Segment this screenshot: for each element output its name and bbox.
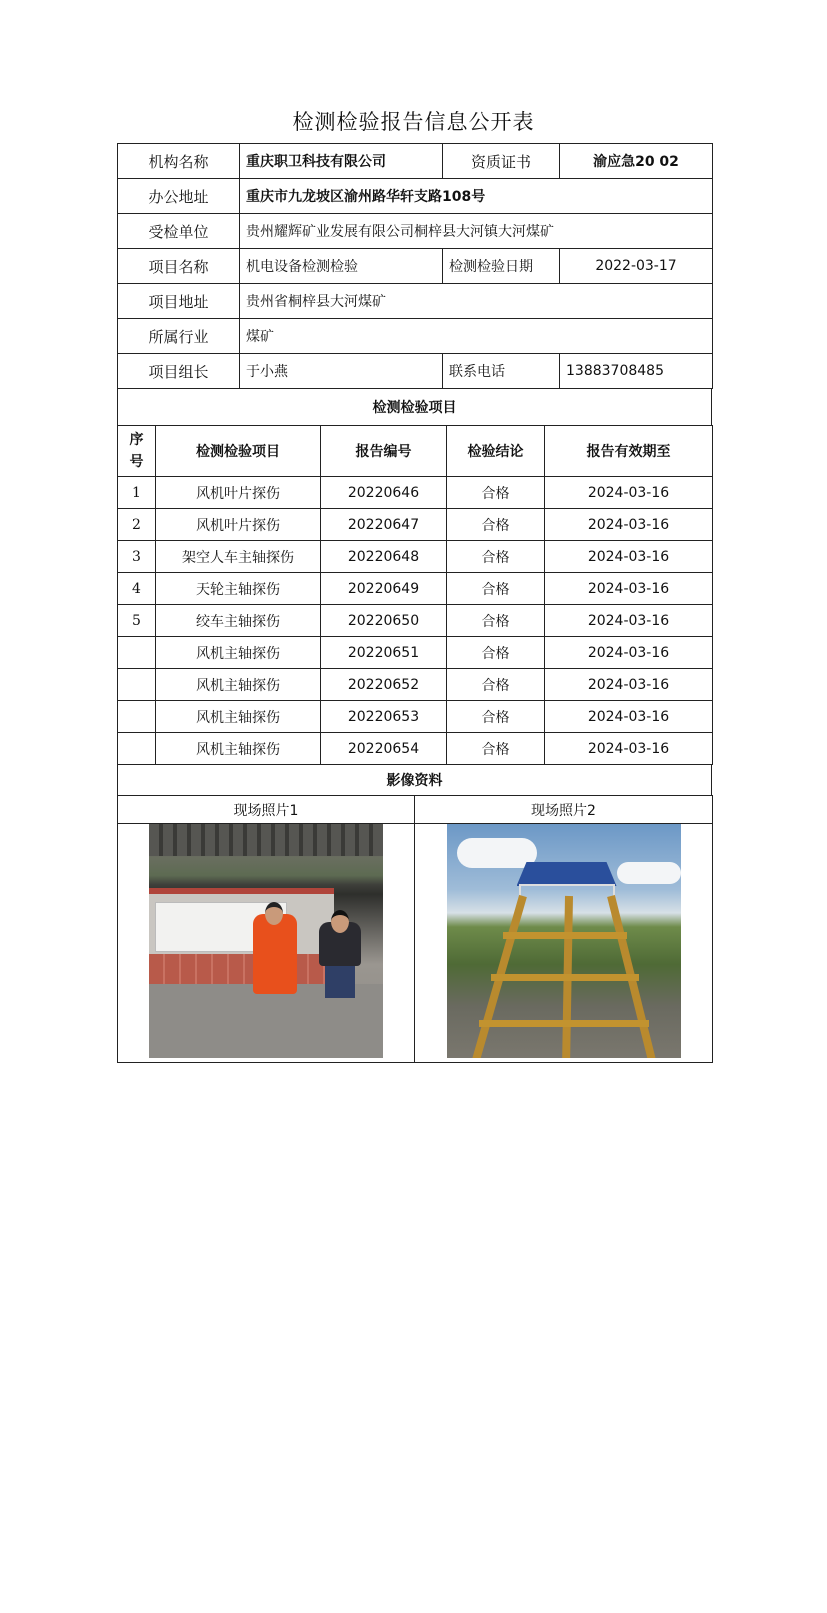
images-section-title: 影像资料 <box>118 765 712 796</box>
row-index <box>118 637 156 669</box>
row-item: 风机主轴探伤 <box>156 701 321 733</box>
photo1-cell <box>118 824 415 1063</box>
site-row <box>118 284 713 319</box>
site-value: 贵州省桐梓县大河煤矿 <box>240 284 713 319</box>
row-item: 风机主轴探伤 <box>156 637 321 669</box>
header-result: 检验结论 <box>447 426 545 477</box>
row-valid-until: 2024-03-16 <box>545 637 713 669</box>
photo-table <box>117 795 713 1063</box>
date-value: 2022-03-17 <box>560 249 713 284</box>
row-item: 风机主轴探伤 <box>156 733 321 765</box>
row-result: 合格 <box>447 477 545 509</box>
site-photo-1 <box>149 824 383 1058</box>
row-result: 合格 <box>447 509 545 541</box>
table-row <box>118 637 713 669</box>
row-result: 合格 <box>447 573 545 605</box>
site-photo-2 <box>447 824 681 1058</box>
project-label: 项目名称 <box>118 249 240 284</box>
table-row <box>118 573 713 605</box>
info-table <box>117 143 713 389</box>
row-index: 4 <box>118 573 156 605</box>
client-label: 受检单位 <box>118 214 240 249</box>
table-row <box>118 669 713 701</box>
row-report-no: 20220647 <box>321 509 447 541</box>
row-valid-until: 2024-03-16 <box>545 541 713 573</box>
row-result: 合格 <box>447 669 545 701</box>
row-index: 1 <box>118 477 156 509</box>
row-valid-until: 2024-03-16 <box>545 605 713 637</box>
row-report-no: 20220650 <box>321 605 447 637</box>
row-valid-until: 2024-03-16 <box>545 509 713 541</box>
photo2-caption: 现场照片2 <box>415 796 713 824</box>
client-row <box>118 214 713 249</box>
phone-value: 13883708485 <box>560 354 713 389</box>
photo1-caption: 现场照片1 <box>118 796 415 824</box>
row-result: 合格 <box>447 605 545 637</box>
row-report-no: 20220649 <box>321 573 447 605</box>
cert-value: 渝应急20 02 <box>560 144 713 179</box>
items-table <box>117 425 713 765</box>
row-item: 风机叶片探伤 <box>156 509 321 541</box>
images-section <box>117 764 712 796</box>
row-valid-until: 2024-03-16 <box>545 733 713 765</box>
table-row <box>118 605 713 637</box>
org-value: 重庆职卫科技有限公司 <box>240 144 443 179</box>
table-row <box>118 509 713 541</box>
table-row <box>118 701 713 733</box>
row-result: 合格 <box>447 701 545 733</box>
row-index <box>118 733 156 765</box>
row-valid-until: 2024-03-16 <box>545 573 713 605</box>
row-item: 绞车主轴探伤 <box>156 605 321 637</box>
addr-value: 重庆市九龙坡区渝州路华轩支路108号 <box>240 179 713 214</box>
org-label: 机构名称 <box>118 144 240 179</box>
row-item: 架空人车主轴探伤 <box>156 541 321 573</box>
row-item: 风机主轴探伤 <box>156 669 321 701</box>
row-index <box>118 669 156 701</box>
client-value: 贵州耀辉矿业发展有限公司桐梓县大河镇大河煤矿 <box>240 214 713 249</box>
addr-row <box>118 179 713 214</box>
table-row <box>118 477 713 509</box>
industry-row <box>118 319 713 354</box>
row-report-no: 20220652 <box>321 669 447 701</box>
row-report-no: 20220653 <box>321 701 447 733</box>
leader-row <box>118 354 713 389</box>
row-item: 天轮主轴探伤 <box>156 573 321 605</box>
row-report-no: 20220648 <box>321 541 447 573</box>
row-report-no: 20220646 <box>321 477 447 509</box>
row-valid-until: 2024-03-16 <box>545 477 713 509</box>
row-report-no: 20220651 <box>321 637 447 669</box>
site-label: 项目地址 <box>118 284 240 319</box>
leader-label: 项目组长 <box>118 354 240 389</box>
header-valid-until: 报告有效期至 <box>545 426 713 477</box>
report-sheet <box>117 143 712 1063</box>
row-result: 合格 <box>447 733 545 765</box>
table-row <box>118 541 713 573</box>
items-section <box>117 388 712 426</box>
project-value: 机电设备检测检验 <box>240 249 443 284</box>
row-index: 5 <box>118 605 156 637</box>
row-valid-until: 2024-03-16 <box>545 669 713 701</box>
row-result: 合格 <box>447 541 545 573</box>
row-report-no: 20220654 <box>321 733 447 765</box>
row-index: 3 <box>118 541 156 573</box>
page-title: 检测检验报告信息公开表 <box>292 110 535 134</box>
items-header-row <box>118 426 713 477</box>
industry-value: 煤矿 <box>240 319 713 354</box>
header-index: 序号 <box>118 426 156 477</box>
date-label: 检测检验日期 <box>443 249 560 284</box>
row-index <box>118 701 156 733</box>
leader-value: 于小燕 <box>240 354 443 389</box>
table-row <box>118 733 713 765</box>
org-row <box>118 144 713 179</box>
items-section-title: 检测检验项目 <box>118 389 712 426</box>
row-index: 2 <box>118 509 156 541</box>
project-row <box>118 249 713 284</box>
phone-label: 联系电话 <box>443 354 560 389</box>
industry-label: 所属行业 <box>118 319 240 354</box>
photo2-cell <box>415 824 713 1063</box>
cert-label: 资质证书 <box>443 144 560 179</box>
addr-label: 办公地址 <box>118 179 240 214</box>
header-report-no: 报告编号 <box>321 426 447 477</box>
photo-row <box>118 824 713 1063</box>
row-result: 合格 <box>447 637 545 669</box>
row-valid-until: 2024-03-16 <box>545 701 713 733</box>
row-item: 风机叶片探伤 <box>156 477 321 509</box>
photo-caption-row <box>118 796 713 824</box>
header-item: 检测检验项目 <box>156 426 321 477</box>
